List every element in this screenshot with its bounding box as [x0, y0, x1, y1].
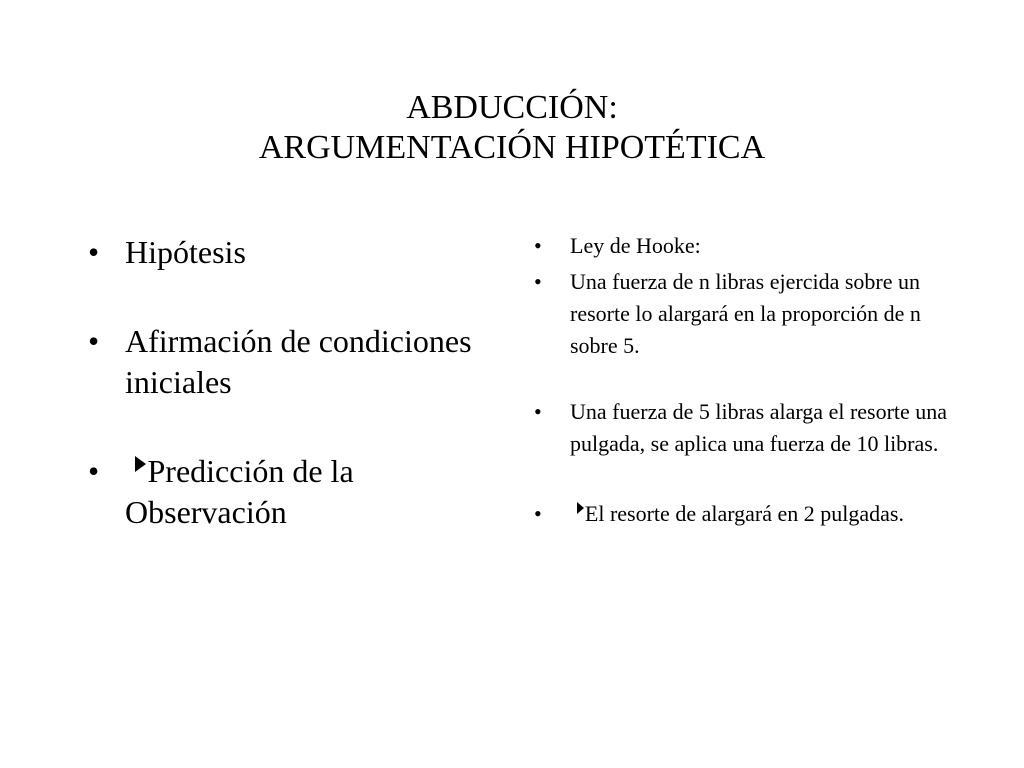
bullet-icon: • — [88, 234, 100, 270]
bullet-icon: • — [534, 233, 542, 258]
list-item-text: Predicción de la Observación — [125, 453, 354, 530]
slide-title-line-1: ABDUCCIÓN: — [406, 89, 618, 126]
list-item — [80, 451, 480, 533]
bullet-icon: • — [534, 399, 542, 424]
right-triangle-arrow-icon — [135, 456, 146, 472]
list-item — [531, 396, 951, 460]
bullet-icon: • — [534, 269, 542, 294]
right-triangle-arrow-icon — [577, 502, 584, 514]
list-item — [80, 321, 480, 403]
list-item — [80, 232, 480, 273]
bullet-icon: • — [534, 501, 542, 526]
list-item — [531, 230, 951, 262]
list-item-text: Una fuerza de 5 libras alarga el resorte una pulgada, se aplica una fuerza de 10 libras. — [570, 399, 948, 456]
list-item — [531, 498, 951, 530]
list-item-text: Hipótesis — [125, 234, 246, 270]
list-item-text: Una fuerza de n libras ejercida sobre un resorte lo alargará en la proporción de n sobre 5. — [570, 269, 921, 358]
bullet-icon: • — [88, 323, 100, 359]
slide-title-line-2: ARGUMENTACIÓN HIPOTÉTICA — [258, 129, 766, 166]
list-item-text: Ley de Hooke: — [570, 233, 701, 258]
list-item-text: Afirmación de condiciones iniciales — [125, 323, 472, 400]
bullet-icon: • — [88, 453, 100, 489]
list-item — [531, 266, 951, 362]
right-bullet-list — [531, 230, 951, 530]
left-bullet-list — [80, 232, 480, 533]
slide-title — [0, 88, 1024, 168]
list-item-text: El resorte de alargará en 2 pulgadas. — [584, 501, 904, 526]
